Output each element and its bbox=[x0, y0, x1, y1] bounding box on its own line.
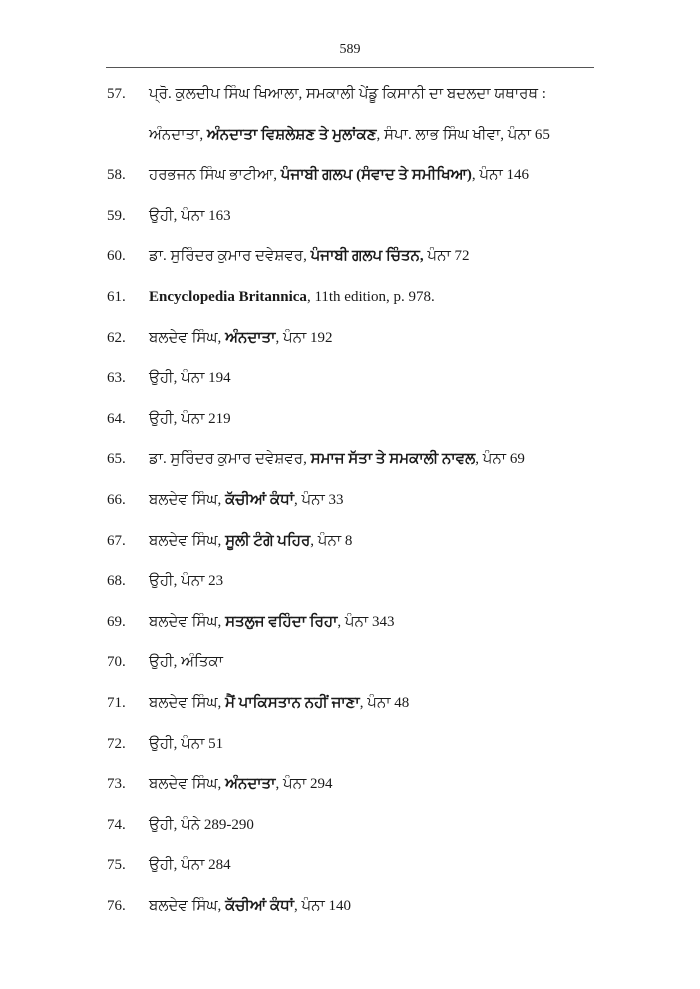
note-number: 75. bbox=[107, 857, 126, 874]
note-text bbox=[149, 845, 231, 886]
note-text bbox=[149, 277, 435, 318]
note-title: ਪੰਜਾਬੀ ਗਲਪ ਚਿੰਤਨ, bbox=[310, 248, 424, 265]
note-number: 60. bbox=[107, 248, 126, 265]
note-title: ਅੰਨਦਾਤਾ bbox=[225, 329, 276, 346]
endnote-66 bbox=[107, 480, 597, 521]
endnote-72 bbox=[107, 724, 597, 765]
endnote-65 bbox=[107, 439, 597, 480]
endnote-74 bbox=[107, 805, 597, 846]
note-number: 74. bbox=[107, 816, 126, 833]
endnote-76 bbox=[107, 886, 597, 927]
note-page: , 11th edition, p. 978. bbox=[306, 288, 435, 305]
note-author: ਅੰਨਦਾਤਾ, bbox=[149, 126, 207, 143]
endnote-75 bbox=[107, 845, 597, 886]
endnote-69 bbox=[107, 602, 597, 643]
note-text bbox=[149, 724, 223, 765]
note-author: ਬਲਦੇਵ ਸਿੰਘ, bbox=[149, 897, 226, 914]
note-number: 57. bbox=[107, 86, 126, 102]
note-author: ਹਰਭਜਨ ਸਿੰਘ ਭਾਟੀਆ, bbox=[149, 167, 281, 184]
note-number: 69. bbox=[107, 613, 126, 630]
endnote-67 bbox=[107, 521, 597, 562]
note-author: ਉਹੀ, ਪੰਨਾ 194 bbox=[149, 370, 231, 387]
note-title: ਅੰਨਦਾਤਾ ਵਿਸ਼ਲੇਸ਼ਣ ਤੇ ਮੁਲਾਂਕਣ bbox=[206, 126, 377, 143]
note-title: ਕੱਚੀਆਂ ਕੰਧਾਂ bbox=[225, 491, 294, 508]
note-number: 68. bbox=[107, 573, 126, 590]
note-text bbox=[149, 155, 529, 196]
note-text bbox=[149, 886, 351, 927]
note-title: ਕੱਚੀਆਂ ਕੰਧਾਂ bbox=[225, 897, 294, 914]
note-text bbox=[149, 318, 333, 359]
note-number: 63. bbox=[107, 370, 126, 387]
note-page: , ਪੰਨਾ 146 bbox=[471, 167, 530, 184]
note-text bbox=[149, 236, 470, 277]
note-author: ਬਲਦੇਵ ਸਿੰਘ, bbox=[149, 776, 226, 793]
note-text bbox=[149, 521, 352, 562]
endnote-70 bbox=[107, 642, 597, 683]
endnote-73 bbox=[107, 764, 597, 805]
note-page: , ਪੰਨਾ 33 bbox=[293, 491, 344, 508]
note-text bbox=[149, 399, 231, 440]
endnote-59 bbox=[107, 196, 597, 237]
endnotes-list bbox=[107, 74, 597, 926]
note-author: ਬਲਦੇਵ ਸਿੰਘ, bbox=[149, 532, 226, 549]
note-author: ਡਾ. ਸੁਰਿੰਦਰ ਕੁਮਾਰ ਦਵੇਸ਼ਵਰ, bbox=[149, 248, 311, 265]
note-text-line1: ਪ੍ਰੋ. ਕੁਲਦੀਪ ਸਿੰਘ ਖਿਆਲਾ, ਸਮਕਾਲੀ ਪੇਂਡੂ ਕਿਸਾਨੀ ਦਾ ਬਦਲਦਾ ਯਥਾਰਥ : bbox=[149, 86, 546, 102]
endnote-62 bbox=[107, 318, 597, 359]
note-author: ਉਹੀ, ਅੰਤਿਕਾ bbox=[149, 654, 223, 671]
note-number: 76. bbox=[107, 897, 126, 914]
endnote-60 bbox=[107, 236, 597, 277]
note-author: ਬਲਦੇਵ ਸਿੰਘ, bbox=[149, 329, 226, 346]
note-number: 59. bbox=[107, 207, 126, 224]
note-text bbox=[149, 642, 223, 683]
note-number: 71. bbox=[107, 694, 126, 711]
note-title: ਅੰਨਦਾਤਾ bbox=[225, 776, 276, 793]
note-page: , ਪੰਨਾ 294 bbox=[275, 776, 333, 793]
note-text bbox=[149, 439, 525, 480]
note-number: 65. bbox=[107, 451, 126, 468]
note-author: ਉਹੀ, ਪੰਨਾ 219 bbox=[149, 410, 231, 427]
note-title: ਸੂਲੀ ਟੰਗੇ ਪਹਿਰ bbox=[225, 532, 311, 549]
endnote-57 bbox=[107, 74, 597, 155]
note-page: , ਪੰਨਾ 69 bbox=[475, 451, 525, 468]
note-number: 70. bbox=[107, 654, 126, 671]
endnote-68 bbox=[107, 561, 597, 602]
note-author: ਉਹੀ, ਪੰਨਾ 51 bbox=[149, 735, 224, 752]
note-author: ਡਾ. ਸੁਰਿੰਦਰ ਕੁਮਾਰ ਦਵੇਸ਼ਵਰ, bbox=[149, 451, 311, 468]
note-page: , ਸੰਪਾ. ਲਾਭ ਸਿੰਘ ਖੀਵਾ, ਪੰਨਾ 65 bbox=[376, 126, 550, 143]
note-author: ਬਲਦੇਵ ਸਿੰਘ, bbox=[149, 491, 226, 508]
endnote-64 bbox=[107, 399, 597, 440]
note-number: 73. bbox=[107, 776, 126, 793]
note-text bbox=[149, 480, 344, 521]
header-rule bbox=[106, 67, 594, 68]
note-author: ਬਲਦੇਵ ਸਿੰਘ, bbox=[149, 613, 226, 630]
note-text-line2 bbox=[149, 115, 550, 156]
endnote-71 bbox=[107, 683, 597, 724]
note-text bbox=[149, 805, 254, 846]
note-author: ਉਹੀ, ਪੰਨਾ 284 bbox=[149, 857, 231, 874]
endnote-58 bbox=[107, 155, 597, 196]
note-number: 67. bbox=[107, 532, 126, 549]
note-number: 64. bbox=[107, 410, 126, 427]
note-text bbox=[149, 358, 231, 399]
note-author: ਉਹੀ, ਪੰਨਾ 23 bbox=[149, 573, 224, 590]
note-text bbox=[149, 683, 409, 724]
note-number: 66. bbox=[107, 491, 126, 508]
endnote-63 bbox=[107, 358, 597, 399]
note-number: 58. bbox=[107, 167, 126, 184]
note-author: ਬਲਦੇਵ ਸਿੰਘ, bbox=[149, 694, 226, 711]
note-number: 61. bbox=[107, 288, 126, 305]
note-title: ਸਮਾਜ ਸੱਤਾ ਤੇ ਸਮਕਾਲੀ ਨਾਵਲ bbox=[310, 451, 476, 468]
note-text bbox=[149, 602, 394, 643]
note-page: , ਪੰਨਾ 192 bbox=[275, 329, 333, 346]
note-author: ਉਹੀ, ਪੰਨੇ 289-290 bbox=[149, 816, 254, 833]
note-number: 72. bbox=[107, 735, 126, 752]
note-page: , ਪੰਨਾ 343 bbox=[337, 613, 395, 630]
note-title: Encyclopedia Britannica bbox=[149, 288, 307, 305]
note-text bbox=[149, 196, 231, 237]
note-page: , ਪੰਨਾ 8 bbox=[310, 532, 353, 549]
note-title: ਪੰਜਾਬੀ ਗਲਪ (ਸੰਵਾਦ ਤੇ ਸਮੀਖਿਆ) bbox=[280, 167, 472, 184]
note-title: ਮੈਂ ਪਾਕਿਸਤਾਨ ਨਹੀਂ ਜਾਣਾ bbox=[225, 694, 360, 711]
note-number: 62. bbox=[107, 329, 126, 346]
note-title: ਸਤਲੁਜ ਵਹਿੰਦਾ ਰਿਹਾ bbox=[225, 613, 338, 630]
note-page: , ਪੰਨਾ 48 bbox=[359, 694, 410, 711]
endnote-61 bbox=[107, 277, 597, 318]
note-page: , ਪੰਨਾ 140 bbox=[293, 897, 352, 914]
note-text bbox=[149, 561, 223, 602]
note-page: ਪੰਨਾ 72 bbox=[423, 248, 470, 265]
note-author: ਉਹੀ, ਪੰਨਾ 163 bbox=[149, 207, 231, 224]
page-number: 589 bbox=[339, 42, 361, 57]
note-text bbox=[149, 764, 333, 805]
